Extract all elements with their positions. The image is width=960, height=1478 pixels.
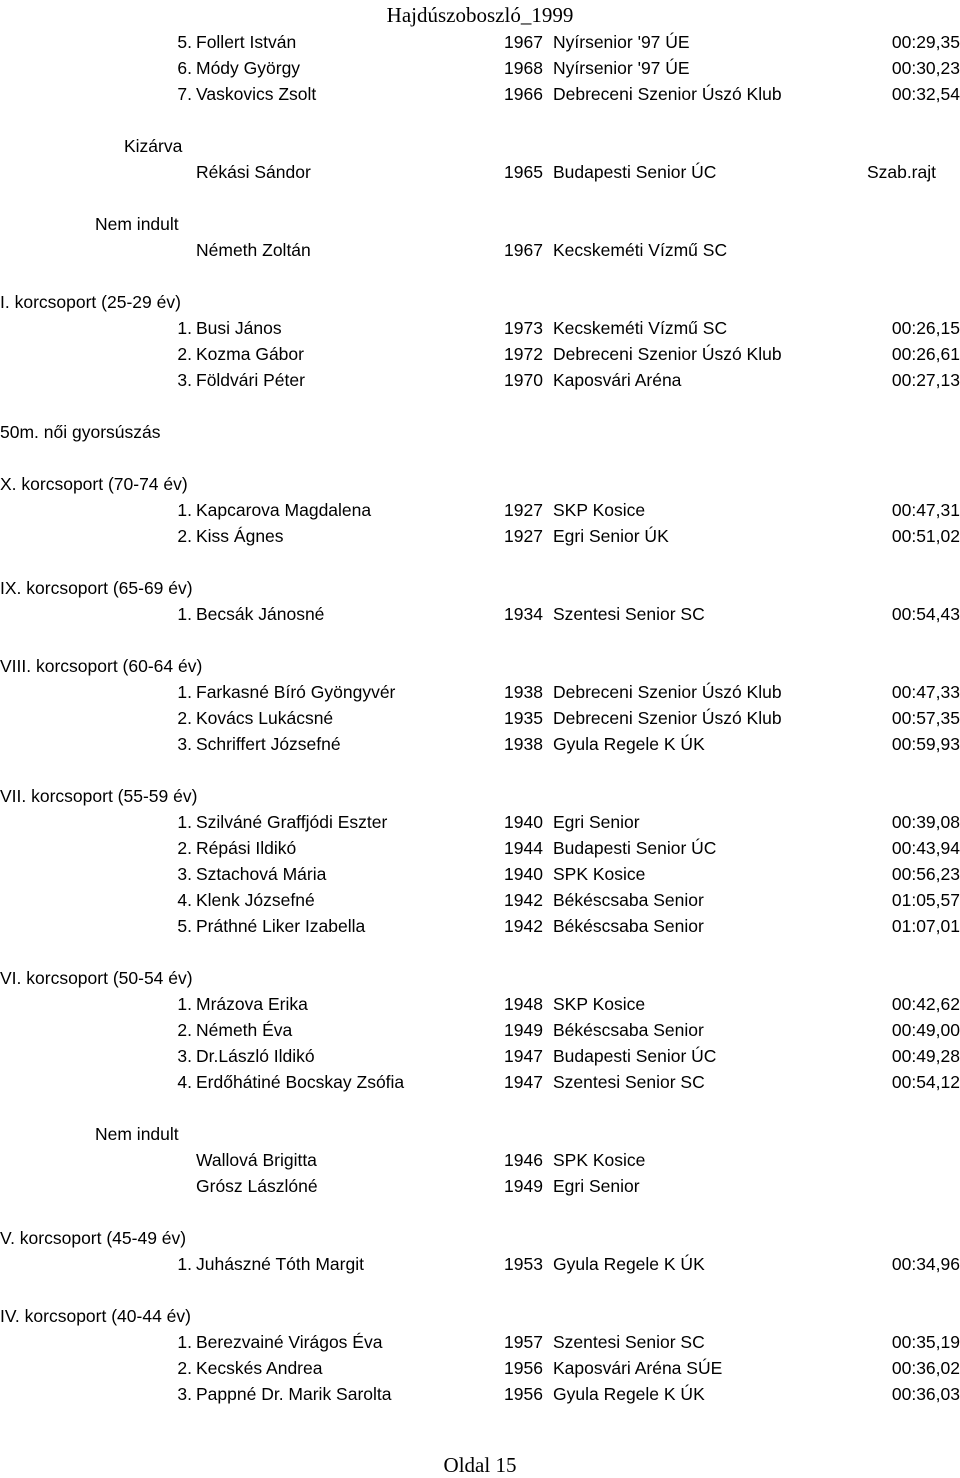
group-heading: IX. korcsoport (65-69 év) bbox=[0, 578, 193, 598]
club-name: SKP Kosice bbox=[553, 994, 646, 1014]
rank-number: 1. bbox=[177, 1332, 192, 1352]
swimmer-name: Erdőhátiné Bocskay Zsófia bbox=[196, 1072, 405, 1092]
birth-year: 1947 bbox=[504, 1046, 543, 1066]
rank-number: 1. bbox=[177, 1254, 192, 1274]
birth-year: 1968 bbox=[504, 58, 543, 78]
result-time: 00:43,94 bbox=[891, 838, 960, 858]
birth-year: 1956 bbox=[504, 1358, 543, 1378]
result-time: 00:30,23 bbox=[891, 58, 960, 78]
rank-number: 1. bbox=[177, 812, 192, 832]
swimmer-name: Kovács Lukácsné bbox=[196, 708, 334, 728]
group-heading: 50m. női gyorsúszás bbox=[0, 422, 161, 442]
result-time: 00:49,28 bbox=[891, 1046, 960, 1066]
rank-number: 2. bbox=[177, 1020, 192, 1040]
birth-year: 1938 bbox=[504, 734, 543, 754]
page-header: Hajdúszoboszló_1999 bbox=[386, 3, 574, 27]
group-heading: X. korcsoport (70-74 év) bbox=[0, 474, 188, 494]
club-name: Békéscsaba Senior bbox=[553, 1020, 704, 1040]
birth-year: 1973 bbox=[504, 318, 543, 338]
rank-number: 2. bbox=[177, 708, 192, 728]
swimmer-name: Kapcarova Magdalena bbox=[196, 500, 372, 520]
club-name: Szentesi Senior SC bbox=[553, 1072, 705, 1092]
result-time: 00:36,03 bbox=[891, 1384, 960, 1404]
club-name: Békéscsaba Senior bbox=[553, 916, 704, 936]
rank-number: 2. bbox=[177, 344, 192, 364]
result-time: 00:51,02 bbox=[891, 526, 960, 546]
club-name: Debreceni Szenior Úszó Klub bbox=[553, 708, 782, 728]
rank-number: 3. bbox=[177, 370, 192, 390]
result-time: 00:59,93 bbox=[891, 734, 960, 754]
result-time: 00:27,13 bbox=[891, 370, 960, 390]
result-time: 01:05,57 bbox=[891, 890, 960, 910]
birth-year: 1935 bbox=[504, 708, 543, 728]
birth-year: 1965 bbox=[504, 162, 543, 182]
swimmer-name: Wallová Brigitta bbox=[196, 1150, 317, 1170]
rank-number: 4. bbox=[177, 890, 192, 910]
rank-number: 1. bbox=[177, 318, 192, 338]
club-name: Debreceni Szenior Úszó Klub bbox=[553, 344, 782, 364]
swimmer-name: Farkasné Bíró Gyöngyvér bbox=[196, 682, 396, 702]
swimmer-name: Rékási Sándor bbox=[196, 162, 311, 182]
club-name: Békéscsaba Senior bbox=[553, 890, 704, 910]
club-name: SPK Kosice bbox=[553, 1150, 646, 1170]
swimmer-name: Follert István bbox=[196, 32, 297, 52]
rank-number: 1. bbox=[177, 500, 192, 520]
club-name: Budapesti Senior ÚC bbox=[553, 838, 717, 858]
club-name: Egri Senior ÚK bbox=[553, 526, 669, 546]
swimmer-name: Becsák Jánosné bbox=[196, 604, 325, 624]
swimmer-name: Kecskés Andrea bbox=[196, 1358, 323, 1378]
club-name: Budapesti Senior ÚC bbox=[553, 1046, 717, 1066]
result-time: 00:57,35 bbox=[891, 708, 960, 728]
rank-number: 3. bbox=[177, 864, 192, 884]
swimmer-name: Kozma Gábor bbox=[196, 344, 304, 364]
club-name: SPK Kosice bbox=[553, 864, 646, 884]
club-name: Nyírsenior '97 ÚE bbox=[553, 32, 690, 52]
birth-year: 1934 bbox=[504, 604, 543, 624]
swimmer-name: Szilváné Graffjódi Eszter bbox=[196, 812, 388, 832]
club-name: Szentesi Senior SC bbox=[553, 604, 705, 624]
birth-year: 1927 bbox=[504, 526, 543, 546]
club-name: Kecskeméti Vízmű SC bbox=[553, 318, 728, 338]
group-heading: V. korcsoport (45-49 év) bbox=[0, 1228, 187, 1248]
status-label: Nem indult bbox=[95, 214, 179, 234]
birth-year: 1940 bbox=[504, 812, 543, 832]
birth-year: 1970 bbox=[504, 370, 543, 390]
club-name: Gyula Regele K ÚK bbox=[553, 1384, 705, 1404]
rank-number: 2. bbox=[177, 838, 192, 858]
result-time: 00:47,33 bbox=[891, 682, 960, 702]
group-heading: VI. korcsoport (50-54 év) bbox=[0, 968, 193, 988]
swimmer-name: Módy György bbox=[196, 58, 301, 78]
rank-number: 3. bbox=[177, 734, 192, 754]
swimmer-name: Grósz Lászlóné bbox=[196, 1176, 318, 1196]
birth-year: 1957 bbox=[504, 1332, 543, 1352]
birth-year: 1949 bbox=[504, 1176, 543, 1196]
status-label: Nem indult bbox=[95, 1124, 179, 1144]
group-heading: VII. korcsoport (55-59 év) bbox=[0, 786, 198, 806]
result-time: 00:47,31 bbox=[891, 500, 960, 520]
result-time: 00:29,35 bbox=[891, 32, 960, 52]
status-label: Kizárva bbox=[124, 136, 183, 156]
birth-year: 1948 bbox=[504, 994, 543, 1014]
swimmer-name: Klenk Józsefné bbox=[196, 890, 315, 910]
result-time: 00:26,61 bbox=[891, 344, 960, 364]
group-heading: IV. korcsoport (40-44 év) bbox=[0, 1306, 191, 1326]
club-name: Gyula Regele K ÚK bbox=[553, 1254, 705, 1274]
result-time: 00:42,62 bbox=[891, 994, 960, 1014]
result-time: Szab.rajt bbox=[866, 162, 936, 182]
result-time: 00:54,12 bbox=[891, 1072, 960, 1092]
club-name: Kaposvári Aréna bbox=[553, 370, 682, 390]
swimmer-name: Berezvainé Virágos Éva bbox=[196, 1332, 383, 1352]
result-time: 00:35,19 bbox=[891, 1332, 960, 1352]
club-name: Kecskeméti Vízmű SC bbox=[553, 240, 728, 260]
result-time: 00:56,23 bbox=[891, 864, 960, 884]
swimmer-name: Práthné Liker Izabella bbox=[196, 916, 366, 936]
birth-year: 1944 bbox=[504, 838, 543, 858]
result-time: 00:32,54 bbox=[891, 84, 960, 104]
rank-number: 5. bbox=[177, 916, 192, 936]
birth-year: 1947 bbox=[504, 1072, 543, 1092]
swimmer-name: Mrázova Erika bbox=[196, 994, 308, 1014]
birth-year: 1967 bbox=[504, 32, 543, 52]
swimmer-name: Répási Ildikó bbox=[196, 838, 297, 858]
birth-year: 1966 bbox=[504, 84, 543, 104]
club-name: Debreceni Szenior Úszó Klub bbox=[553, 682, 782, 702]
club-name: Egri Senior bbox=[553, 1176, 640, 1196]
club-name: Szentesi Senior SC bbox=[553, 1332, 705, 1352]
result-time: 00:54,43 bbox=[891, 604, 960, 624]
rank-number: 2. bbox=[177, 526, 192, 546]
club-name: Budapesti Senior ÚC bbox=[553, 162, 717, 182]
group-heading: VIII. korcsoport (60-64 év) bbox=[0, 656, 203, 676]
result-time: 00:49,00 bbox=[891, 1020, 960, 1040]
result-time: 00:26,15 bbox=[891, 318, 960, 338]
birth-year: 1942 bbox=[504, 916, 543, 936]
result-time: 00:39,08 bbox=[891, 812, 960, 832]
club-name: Kaposvári Aréna SÚE bbox=[553, 1358, 723, 1378]
swimmer-name: Németh Éva bbox=[196, 1020, 293, 1040]
result-time: 00:36,02 bbox=[891, 1358, 960, 1378]
rank-number: 6. bbox=[177, 58, 192, 78]
page-footer: Oldal 15 bbox=[443, 1453, 517, 1477]
birth-year: 1927 bbox=[504, 500, 543, 520]
swimmer-name: Földvári Péter bbox=[196, 370, 305, 390]
rank-number: 1. bbox=[177, 682, 192, 702]
club-name: Debreceni Szenior Úszó Klub bbox=[553, 84, 782, 104]
birth-year: 1956 bbox=[504, 1384, 543, 1404]
swimmer-name: Schriffert Józsefné bbox=[196, 734, 341, 754]
result-time: 01:07,01 bbox=[891, 916, 960, 936]
birth-year: 1938 bbox=[504, 682, 543, 702]
club-name: Gyula Regele K ÚK bbox=[553, 734, 705, 754]
swimmer-name: Pappné Dr. Marik Sarolta bbox=[196, 1384, 392, 1404]
rank-number: 1. bbox=[177, 604, 192, 624]
birth-year: 1953 bbox=[504, 1254, 543, 1274]
rank-number: 5. bbox=[177, 32, 192, 52]
club-name: Nyírsenior '97 ÚE bbox=[553, 58, 690, 78]
birth-year: 1967 bbox=[504, 240, 543, 260]
swimmer-name: Sztachová Mária bbox=[196, 864, 327, 884]
rank-number: 3. bbox=[177, 1384, 192, 1404]
rank-number: 4. bbox=[177, 1072, 192, 1092]
rank-number: 1. bbox=[177, 994, 192, 1014]
club-name: Egri Senior bbox=[553, 812, 640, 832]
result-time: 00:34,96 bbox=[891, 1254, 960, 1274]
birth-year: 1949 bbox=[504, 1020, 543, 1040]
swimmer-name: Busi János bbox=[196, 318, 282, 338]
birth-year: 1946 bbox=[504, 1150, 543, 1170]
rank-number: 3. bbox=[177, 1046, 192, 1066]
swimmer-name: Vaskovics Zsolt bbox=[196, 84, 317, 104]
rank-number: 7. bbox=[177, 84, 192, 104]
birth-year: 1972 bbox=[504, 344, 543, 364]
group-heading: I. korcsoport (25-29 év) bbox=[0, 292, 181, 312]
swimmer-name: Kiss Ágnes bbox=[196, 526, 284, 546]
club-name: SKP Kosice bbox=[553, 500, 646, 520]
birth-year: 1940 bbox=[504, 864, 543, 884]
swimmer-name: Németh Zoltán bbox=[196, 240, 311, 260]
rank-number: 2. bbox=[177, 1358, 192, 1378]
swimmer-name: Juhászné Tóth Margit bbox=[196, 1254, 364, 1274]
swimmer-name: Dr.László Ildikó bbox=[196, 1046, 315, 1066]
birth-year: 1942 bbox=[504, 890, 543, 910]
